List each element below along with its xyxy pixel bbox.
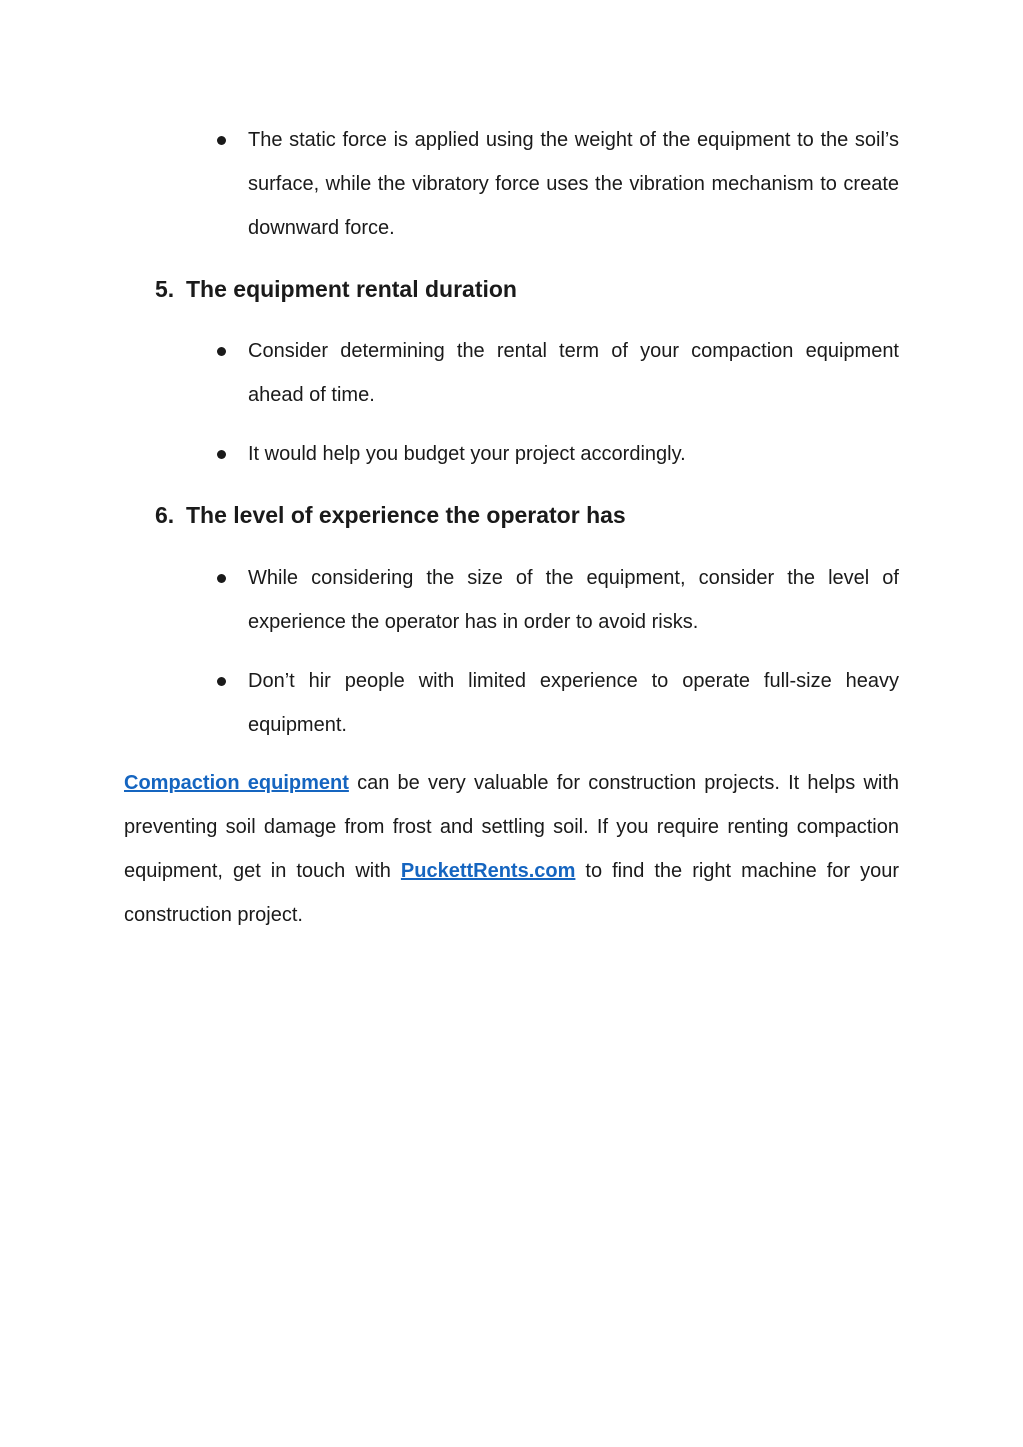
closing-text-2: to find the right machine for your construction project.: [124, 860, 899, 926]
section-number: 6.: [155, 502, 175, 528]
bullet-icon: [217, 677, 226, 686]
bullet-static-force: The static force is applied using the weight of the equipment to the soil’s surface, while the vibratory force uses the vibration mechanism to create downward force.: [248, 129, 899, 239]
bullet-icon: [217, 136, 226, 145]
bullet-icon: [217, 450, 226, 459]
compaction-equipment-link[interactable]: Compaction equipment: [124, 772, 349, 794]
bullet-operator-experience: While considering the size of the equipment, consider the level of experience the operator has in order to avoid risks.: [248, 567, 899, 633]
bullet-icon: [217, 347, 226, 356]
section-number: 5.: [155, 276, 175, 302]
section-heading-5: [155, 274, 517, 304]
puckettrents-link[interactable]: PuckettRents.com: [400, 860, 576, 882]
section-title: The equipment rental duration: [186, 276, 517, 302]
section-heading-6: [155, 500, 626, 530]
closing-paragraph: [124, 761, 899, 937]
bullet-limited-experience: Don’t hir people with limited experience to operate full-size heavy equipment.: [248, 670, 899, 736]
closing-text-1: can be very valuable for construction projects. It helps with preventing soil damage from frost and settling soil. If you require renting compaction equipment, get in touch with: [124, 772, 900, 882]
bullet-rental-term: Consider determining the rental term of your compaction equipment ahead of time.: [248, 340, 899, 406]
bullet-icon: [217, 574, 226, 583]
section-title: The level of experience the operator has: [186, 502, 626, 528]
bullet-budget: It would help you budget your project accordingly.: [248, 443, 686, 465]
